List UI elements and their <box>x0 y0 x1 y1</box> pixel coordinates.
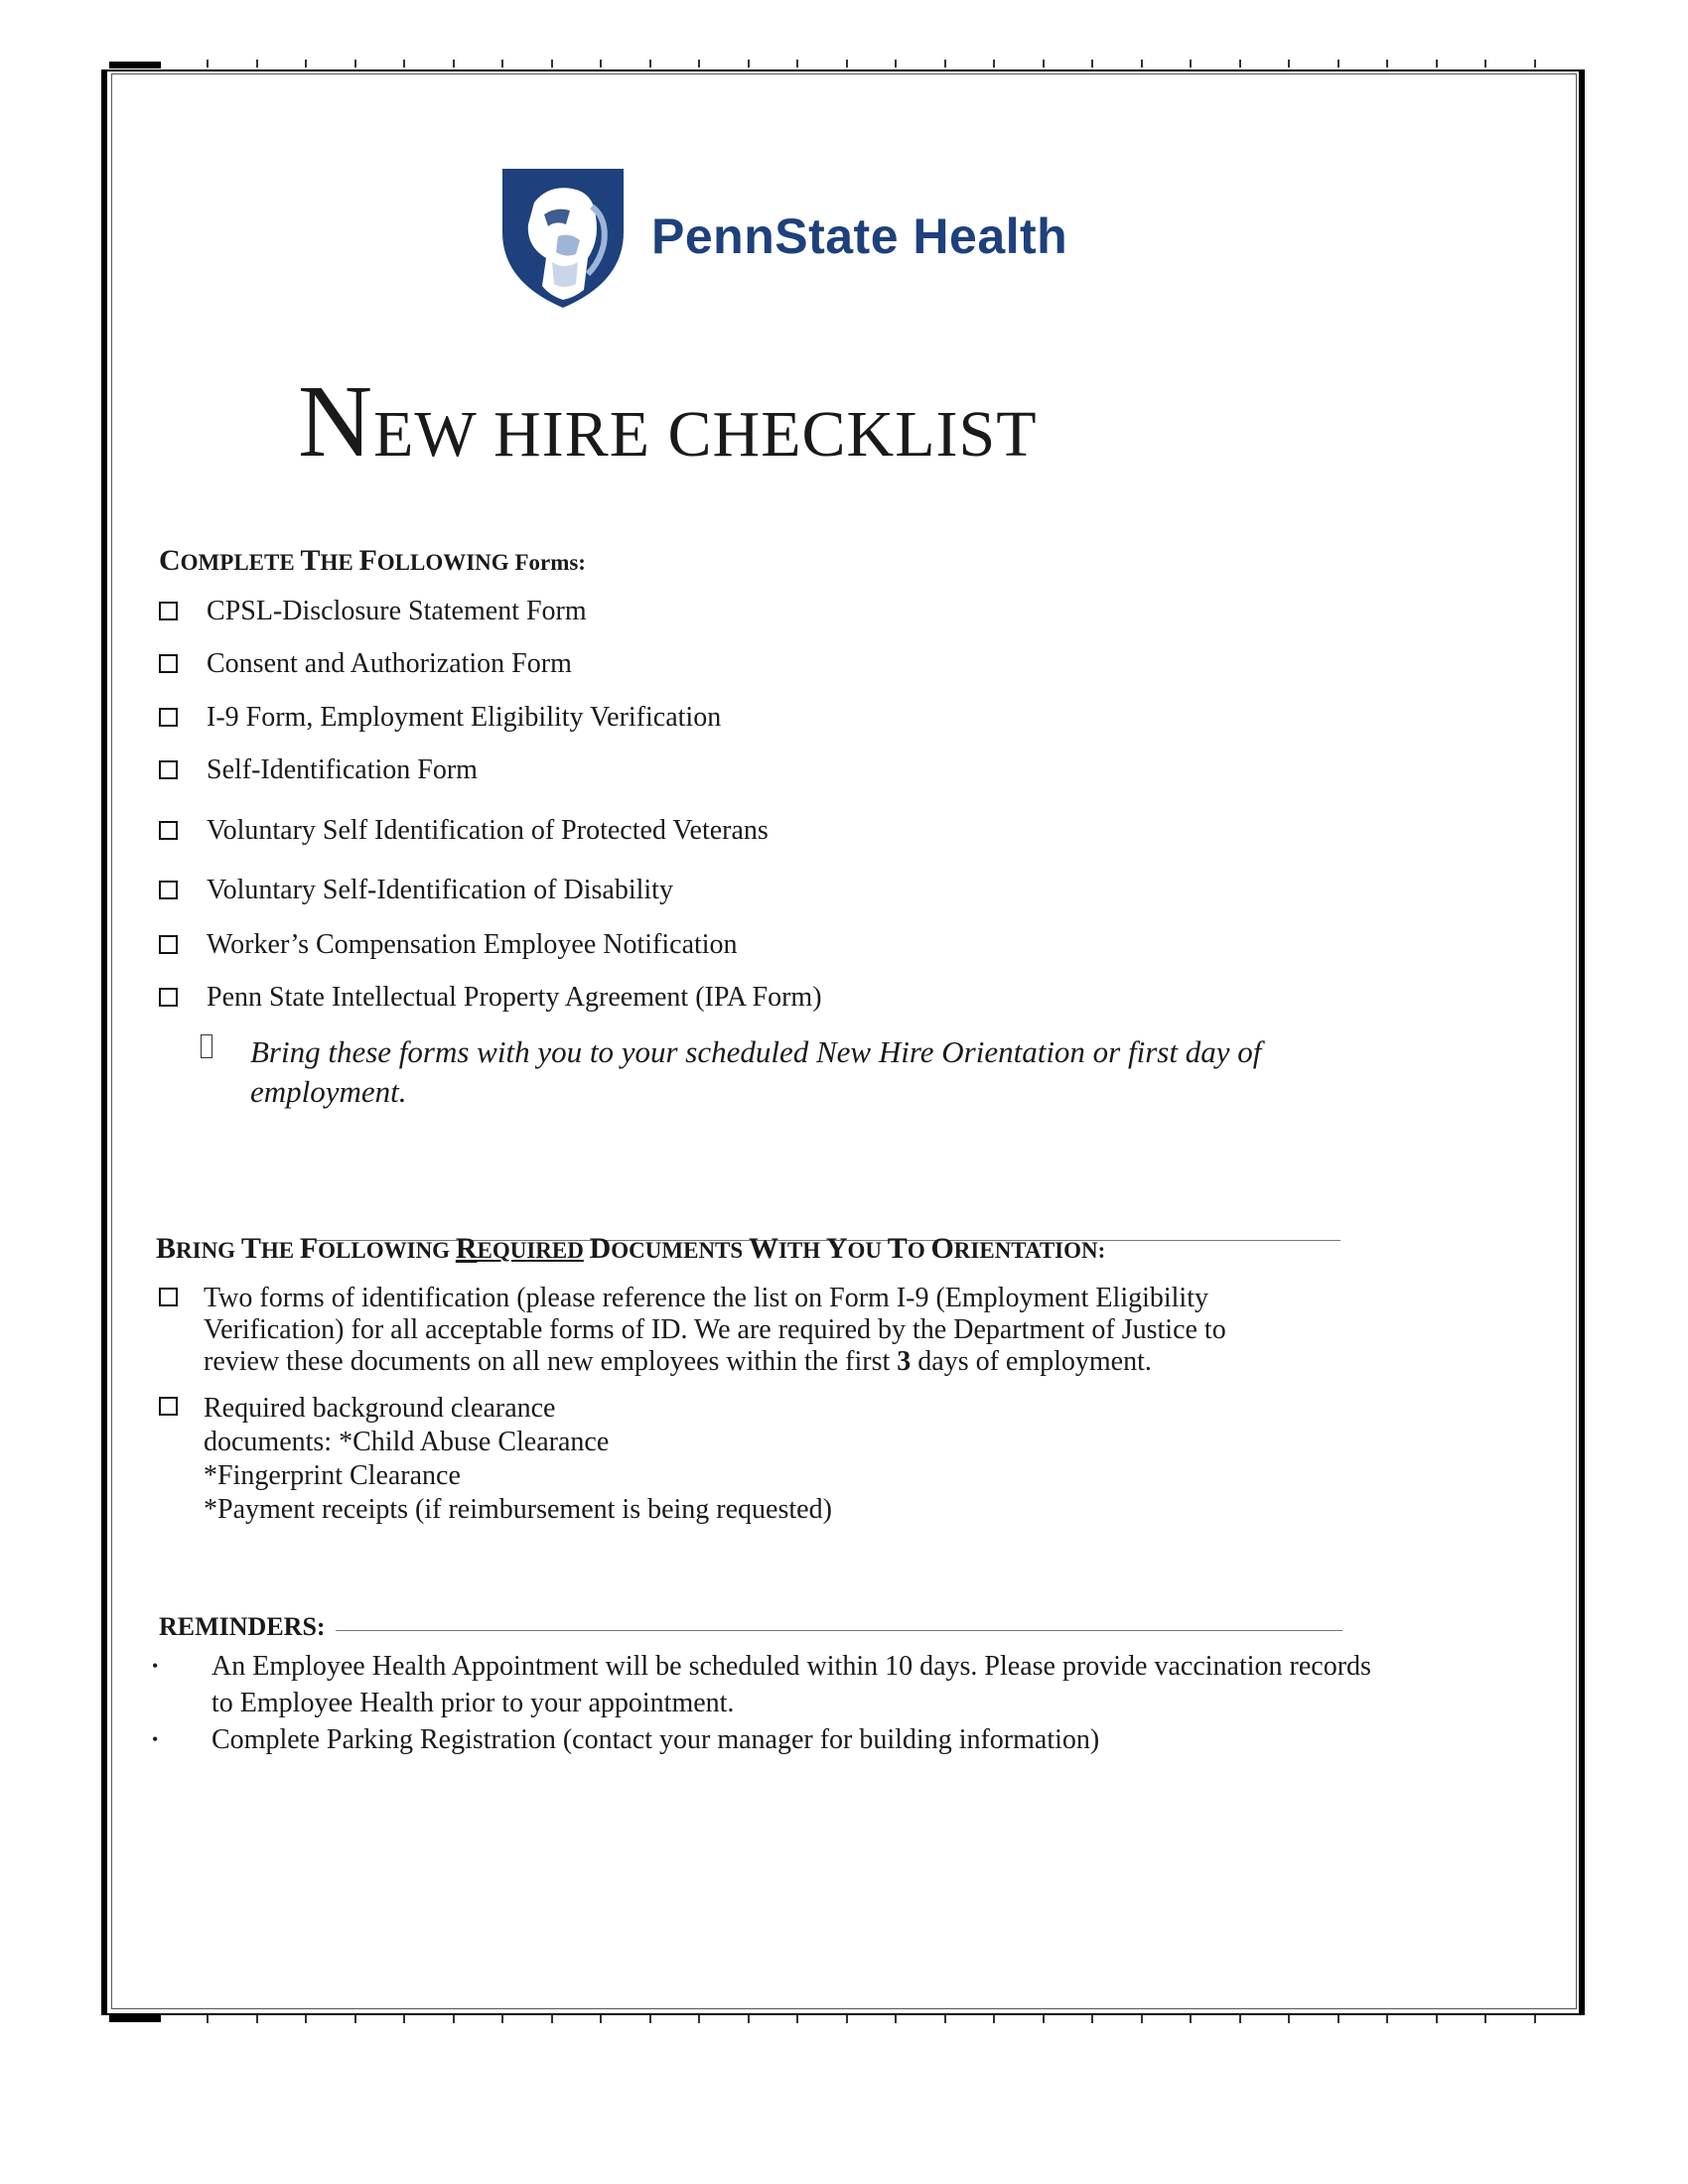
form-item <box>159 875 673 906</box>
form-item <box>159 929 738 961</box>
document-item-line: *Payment receipts (if reimbursement is being requested) <box>204 1494 832 1525</box>
form-item-label: CPSL-Disclosure Statement Form <box>207 596 587 626</box>
tick-mark <box>207 60 209 68</box>
tick-mark <box>256 60 258 68</box>
reminder-line: Complete Parking Registration (contact your manager for building information) <box>211 1724 1100 1755</box>
days-count: 3 <box>897 1346 912 1377</box>
section-divider <box>336 1630 1342 1631</box>
tick-mark <box>1534 60 1536 68</box>
documents-section-heading <box>156 1232 1105 1266</box>
form-item-label: Voluntary Self Identification of Protected Veterans <box>207 815 769 846</box>
text-segment: days of employment. <box>911 1346 1152 1377</box>
tick-mark <box>993 60 995 68</box>
text-segment: review these documents on all new employees within the first <box>204 1346 898 1377</box>
heading-segment: OU <box>847 1238 888 1263</box>
tick-mark <box>1337 2015 1339 2023</box>
heading-segment: Forms: <box>514 550 586 575</box>
title-initial: N <box>298 364 374 478</box>
tick-mark <box>501 60 503 68</box>
heading-segment: W <box>748 1232 778 1265</box>
document-item-line: documents: *Child Abuse Clearance <box>204 1427 610 1457</box>
arrow-bullet-icon <box>201 1034 212 1058</box>
tick-mark <box>600 60 602 68</box>
form-item-label: Penn State Intellectual Property Agreement (IPA Form) <box>207 982 822 1013</box>
form-item <box>159 815 769 847</box>
tick-mark <box>944 2015 946 2023</box>
heading-segment: Y <box>825 1232 848 1265</box>
tick-mark <box>1239 60 1241 68</box>
forms-note-line-2: employment. <box>250 1074 407 1109</box>
document-item-line: *Fingerprint Clearance <box>204 1460 461 1491</box>
tick-mark <box>1091 2015 1093 2023</box>
tick-mark <box>305 2015 307 2023</box>
checkbox[interactable] <box>159 935 178 954</box>
bullet: • <box>152 1729 159 1749</box>
heading-segment: HE <box>320 550 359 575</box>
tick-mark <box>748 2015 750 2023</box>
reminder-line: An Employee Health Appointment will be scheduled within 10 days. Please provide vaccination records <box>211 1651 1371 1682</box>
tick-mark <box>1534 2015 1536 2023</box>
tick-mark <box>1337 60 1339 68</box>
tick-mark <box>895 60 897 68</box>
form-item <box>159 596 587 627</box>
tick-mark <box>846 60 848 68</box>
tick-mark <box>1436 60 1438 68</box>
tick-mark <box>305 60 307 68</box>
tick-mark <box>1141 60 1143 68</box>
tick-mark <box>1436 2015 1438 2023</box>
heading-segment: T <box>300 544 321 577</box>
checkbox[interactable] <box>159 821 178 840</box>
tick-mark <box>698 60 700 68</box>
tick-mark <box>1239 2015 1241 2023</box>
form-item-label: Worker’s Compensation Employee Notification <box>207 929 738 960</box>
checkbox[interactable] <box>159 988 178 1007</box>
tick-mark <box>453 60 455 68</box>
document-item <box>159 1283 1226 1378</box>
heading-segment: F <box>299 1232 319 1265</box>
forms-note-line-1: Bring these forms with you to your scheduled New Hire Orientation or first day of <box>250 1034 1262 1069</box>
heading-segment: RIENTATION: <box>953 1238 1106 1263</box>
tick-mark <box>1190 60 1192 68</box>
tick-mark <box>1141 2015 1143 2023</box>
tick-mark <box>1386 2015 1388 2023</box>
checkbox[interactable] <box>159 654 178 673</box>
tick-mark <box>551 60 553 68</box>
form-item <box>159 754 478 786</box>
tick-mark <box>993 2015 995 2023</box>
document-item-line: Verification) for all acceptable forms of ID. We are required by the Department of Justice to <box>204 1314 1226 1345</box>
form-item-label: Self-Identification Form <box>207 754 478 785</box>
tick-mark <box>1190 2015 1192 2023</box>
tick-mark <box>1288 60 1290 68</box>
heading-segment: OLLOWING <box>318 1238 456 1263</box>
reminder-item <box>152 1648 1371 1721</box>
form-item-label: Voluntary Self-Identification of Disability <box>207 875 673 905</box>
page-title <box>298 362 1038 480</box>
tick-mark <box>1484 2015 1486 2023</box>
tick-mark <box>207 2015 209 2023</box>
heading-segment: RING <box>176 1238 241 1263</box>
forms-note <box>201 1032 1372 1112</box>
heading-segment: F <box>358 544 377 577</box>
tick-mark <box>1043 60 1045 68</box>
tick-mark <box>944 60 946 68</box>
checkbox[interactable] <box>159 881 178 899</box>
forms-section-heading <box>159 544 586 578</box>
nittany-lion-shield-icon <box>496 163 630 310</box>
form-item <box>159 982 822 1014</box>
form-item <box>159 648 572 680</box>
heading-segment: ITH <box>777 1238 826 1263</box>
tick-mark <box>453 2015 455 2023</box>
logo-wordmark: PennState Health <box>651 208 1068 264</box>
heading-segment: EQUIRED <box>477 1238 584 1263</box>
checkbox[interactable] <box>159 1397 178 1416</box>
tick-mark <box>846 2015 848 2023</box>
tick-mark <box>256 2015 258 2023</box>
heading-segment: T <box>887 1232 908 1265</box>
reminder-item <box>152 1721 1099 1758</box>
tick-mark <box>1091 60 1093 68</box>
tick-mark <box>649 60 651 68</box>
heading-segment: C <box>159 544 181 577</box>
tick-mark <box>649 2015 651 2023</box>
bottom-tick-marks <box>149 2015 1539 2025</box>
bullet: • <box>152 1656 159 1676</box>
heading-segment: OMPLETE <box>180 550 301 575</box>
form-item <box>159 702 721 734</box>
tick-mark <box>796 60 798 68</box>
form-item-label: I-9 Form, Employment Eligibility Verification <box>207 702 722 733</box>
heading-segment: D <box>589 1232 612 1265</box>
tick-mark <box>748 60 750 68</box>
reminders-heading: REMINDERS: <box>159 1612 326 1641</box>
tick-mark <box>1484 60 1486 68</box>
tick-mark <box>354 60 356 68</box>
tick-mark <box>600 2015 602 2023</box>
heading-segment: OLLOWING <box>376 550 515 575</box>
tick-mark <box>1386 60 1388 68</box>
tick-mark <box>1288 2015 1290 2023</box>
tick-mark <box>698 2015 700 2023</box>
document-item-line: Two forms of identification (please reference the list on Form I-9 (Employment Eligibility <box>204 1283 1208 1313</box>
tick-mark <box>403 2015 405 2023</box>
tick-mark <box>551 2015 553 2023</box>
top-tick-marks <box>149 60 1539 69</box>
checkbox[interactable] <box>159 1288 178 1306</box>
checkbox[interactable] <box>159 708 178 727</box>
reminder-line: to Employee Health prior to your appointment. <box>211 1688 735 1718</box>
tick-mark <box>403 60 405 68</box>
heading-segment: O <box>907 1238 931 1263</box>
title-rest: EW HIRE CHECKLIST <box>373 398 1038 471</box>
heading-segment: T <box>240 1232 261 1265</box>
heading-segment: B <box>156 1232 177 1265</box>
form-item-label: Consent and Authorization Form <box>207 648 572 679</box>
tick-mark <box>895 2015 897 2023</box>
document-item-line <box>204 1346 1226 1378</box>
heading-segment: O <box>930 1232 954 1265</box>
heading-segment: OCUMENTS <box>611 1238 749 1263</box>
tick-mark <box>354 2015 356 2023</box>
heading-segment: R <box>455 1232 478 1265</box>
logo <box>496 163 1067 310</box>
document-item <box>159 1392 832 1527</box>
heading-segment: HE <box>260 1238 300 1263</box>
tick-mark <box>501 2015 503 2023</box>
tick-mark <box>796 2015 798 2023</box>
checkbox[interactable] <box>159 602 178 620</box>
checkbox[interactable] <box>159 760 178 779</box>
tick-mark <box>1043 2015 1045 2023</box>
document-item-line: Required background clearance <box>204 1393 556 1424</box>
